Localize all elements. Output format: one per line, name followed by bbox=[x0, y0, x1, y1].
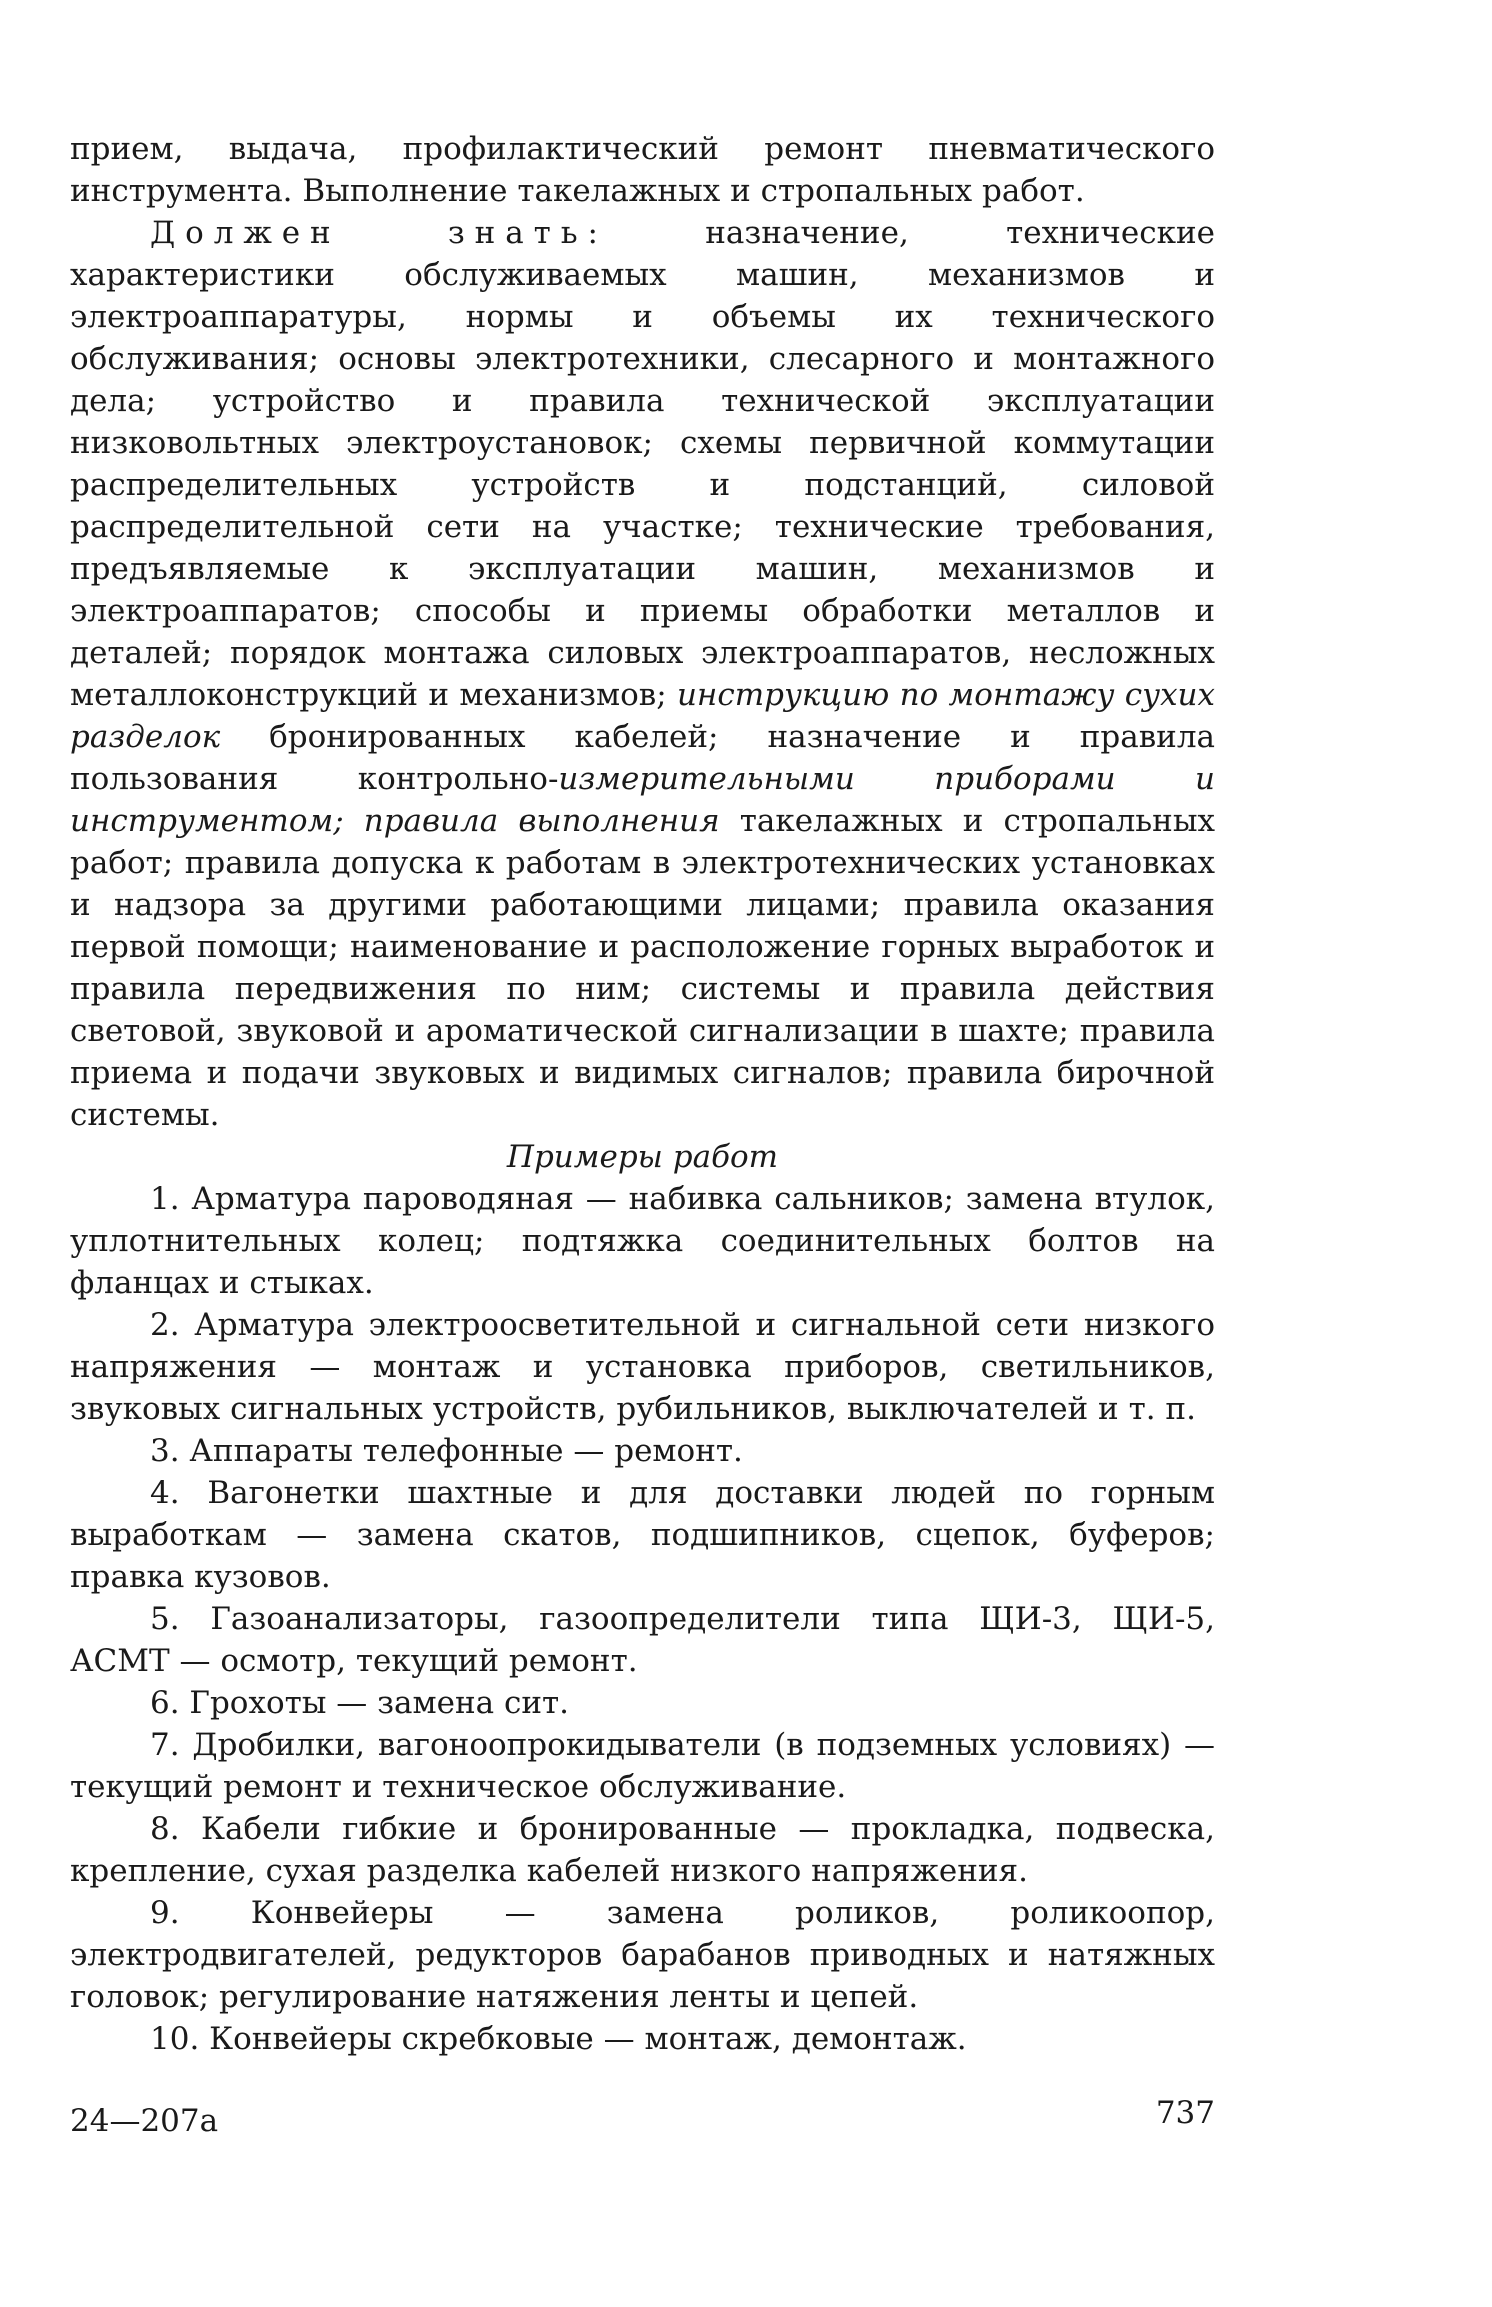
example-item-6: 6. Грохоты — замена сит. bbox=[150, 1685, 570, 1721]
examples-list bbox=[70, 1178, 1215, 2060]
must-know-text-2: бронированных кабелей; назначение и правила пользования контрольно- bbox=[70, 719, 1215, 797]
example-item-9: 9. Конвейеры — замена роликов, роликоопор, электродвигателей, редукторов барабанов приводных и натяжных головок; регулирование натяжения ленты и цепей. bbox=[70, 1895, 1215, 2015]
example-item-1: 1. Арматура пароводяная — набивка сальников; замена втулок, уплотнительных колец; подтяжка соединительных болтов на фланцах и стыках. bbox=[70, 1181, 1215, 1301]
must-know-label: Должен знать: bbox=[150, 215, 608, 251]
example-item-2: 2. Арматура электроосветительной и сигнальной сети низкого напряжения — монтаж и установка приборов, светильников, звуковых сигнальных устройств, рубильников, выключателей и т. п. bbox=[70, 1307, 1215, 1427]
example-item-3: 3. Аппараты телефонные — ремонт. bbox=[150, 1433, 743, 1469]
example-item-4: 4. Вагонетки шахтные и для доставки людей по горным выработкам — замена скатов, подшипников, сцепок, буферов; правка кузовов. bbox=[70, 1475, 1215, 1595]
must-know-italic-1: инструкцию по монтажу сухих разделок bbox=[70, 677, 1215, 755]
must-know-text-1: назначение, технические характеристики обслуживаемых машин, механизмов и электроаппаратуры, нормы и объемы их технического обслуживания; основы электротехники, слесарного и монтажного дела; устройство и правила технической эксплуатации низковольтных электроустановок; схемы первичной коммутации распределительных устройств и подстанций, силовой распределительной сети на участке; технические требования, предъявляемые к эксплуатации машин, механизмов и электроаппаратов; способы и приемы обработки металлов и деталей; порядок монтажа силовых электроаппаратов, несложных металлоконструкций и механизмов; bbox=[70, 215, 1216, 713]
examples-heading: Примеры работ bbox=[506, 1139, 779, 1175]
printer-signature: 24—207а bbox=[70, 2103, 219, 2139]
must-know-text-3: такелажных и стропальных работ; правила допуска к работам в электротехнических установках и надзора за другими работающими лицами; правила оказания первой помощи; наименование и расположение горных выработок и правила передвижения по ним; системы и правила действия световой, звуковой и ароматической сигнализации в шахте; правила приема и подачи звуковых и видимых сигналов; правила бирочной системы. bbox=[70, 803, 1216, 1133]
must-know-italic-2: измерительными приборами и инструментом; правила выполнения bbox=[70, 761, 1215, 839]
example-item-8: 8. Кабели гибкие и бронированные — прокладка, подвеска, крепление, сухая разделка кабелей низкого напряжения. bbox=[70, 1811, 1215, 1889]
must-know-paragraph bbox=[70, 212, 1215, 1136]
example-item-5: 5. Газоанализаторы, газоопределители типа ЩИ-3, ЩИ-5, АСМТ — осмотр, текущий ремонт. bbox=[70, 1601, 1215, 1679]
example-item-7: 7. Дробилки, вагоноопрокидыватели (в подземных условиях) — текущий ремонт и техническое обслуживание. bbox=[70, 1727, 1215, 1805]
page-number: 737 bbox=[1155, 2095, 1215, 2131]
page-body bbox=[70, 128, 1215, 2060]
example-item-10: 10. Конвейеры скребковые — монтаж, демонтаж. bbox=[150, 2021, 967, 2057]
intro-paragraph: прием, выдача, профилактический ремонт пневматического инструмента. Выполнение такелажных и стропальных работ. bbox=[70, 131, 1215, 209]
